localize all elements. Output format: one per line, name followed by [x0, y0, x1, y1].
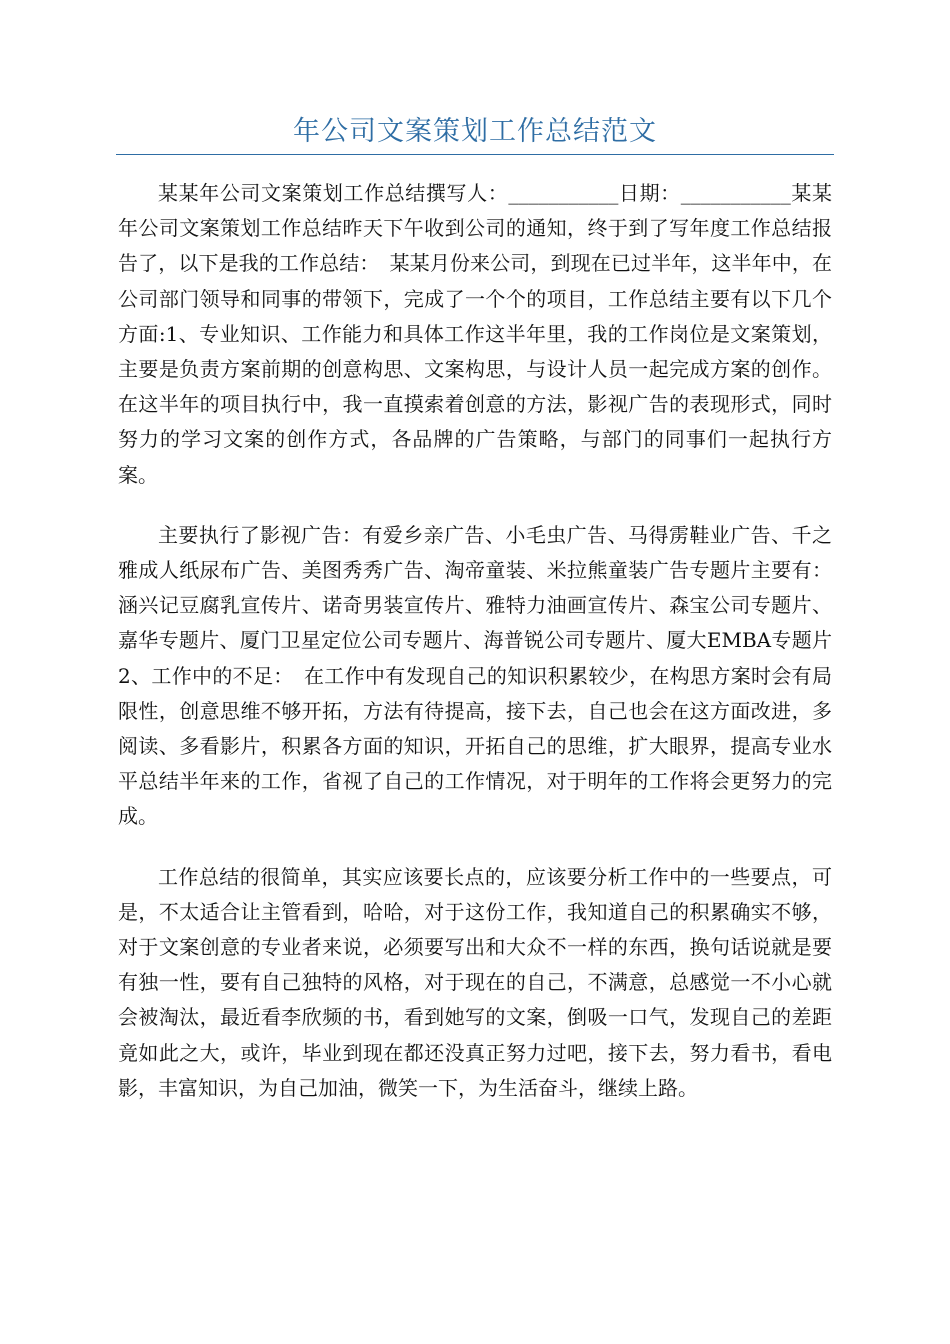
document-title: 年公司文案策划工作总结范文: [293, 116, 657, 147]
paragraph-1: 某某年公司文案策划工作总结撰写人：___________日期：___________某某年公司文案策划工作总结昨天下午收到公司的通知，终于到了写年度工作总结报告了，以下是我的工作总结： 某某月份来公司，到现在已过半年，这半年中，在公司部门领导和同事的带领下，完成了一个个的项目，工作总结主要有以下几个方面:1、专业知识、工作能力和具体工作这半年里，我的工作岗位是文案策划，主要是负责方案前期的创意构思、文案构思，与设计人员一起完成方案的创作。在这半年的项目执行中，我一直摸索着创意的方法，影视广告的表现形式，同时努力的学习文案的创作方式，各品牌的广告策略，与部门的同事们一起执行方案。: [118, 181, 832, 487]
paragraph-2: 主要执行了影视广告：有爱乡亲广告、小毛虫广告、马得雳鞋业广告、千之雅成人纸尿布广告、美图秀秀广告、淘帝童装、米拉熊童装广告专题片主要有：涵兴记豆腐乳宣传片、诺奇男装宣传片、雅特力油画宣传片、森宝公司专题片、嘉华专题片、厦门卫星定位公司专题片、海普锐公司专题片、厦大EMBA专题片2、工作中的不足： 在工作中有发现自己的知识积累较少，在构思方案时会有局限性，创意思维不够开拓，方法有待提高，接下去，自己也会在这方面改进，多阅读、多看影片，积累各方面的知识，开拓自己的思维，扩大眼界，提高专业水平总结半年来的工作，省视了自己的工作情况，对于明年的工作将会更努力的完成。: [118, 522, 832, 829]
document-body: [118, 176, 832, 1106]
paragraph-3: 工作总结的很简单，其实应该要长点的，应该要分析工作中的一些要点，可是，不太适合让主管看到，哈哈，对于这份工作，我知道自己的积累确实不够，对于文案创意的专业者来说，必须要写出和大众不一样的东西，换句话说就是要有独一性，要有自己独特的风格，对于现在的自己，不满意，总感觉一不小心就会被淘汰，最近看李欣频的书，看到她写的文案，倒吸一口气，发现自己的差距竟如此之大，或许，毕业到现在都还没真正努力过吧，接下去，努力看书，看电影，丰富知识，为自己加油，微笑一下，为生活奋斗，继续上路。: [118, 864, 832, 1100]
title-underline: [116, 154, 834, 155]
